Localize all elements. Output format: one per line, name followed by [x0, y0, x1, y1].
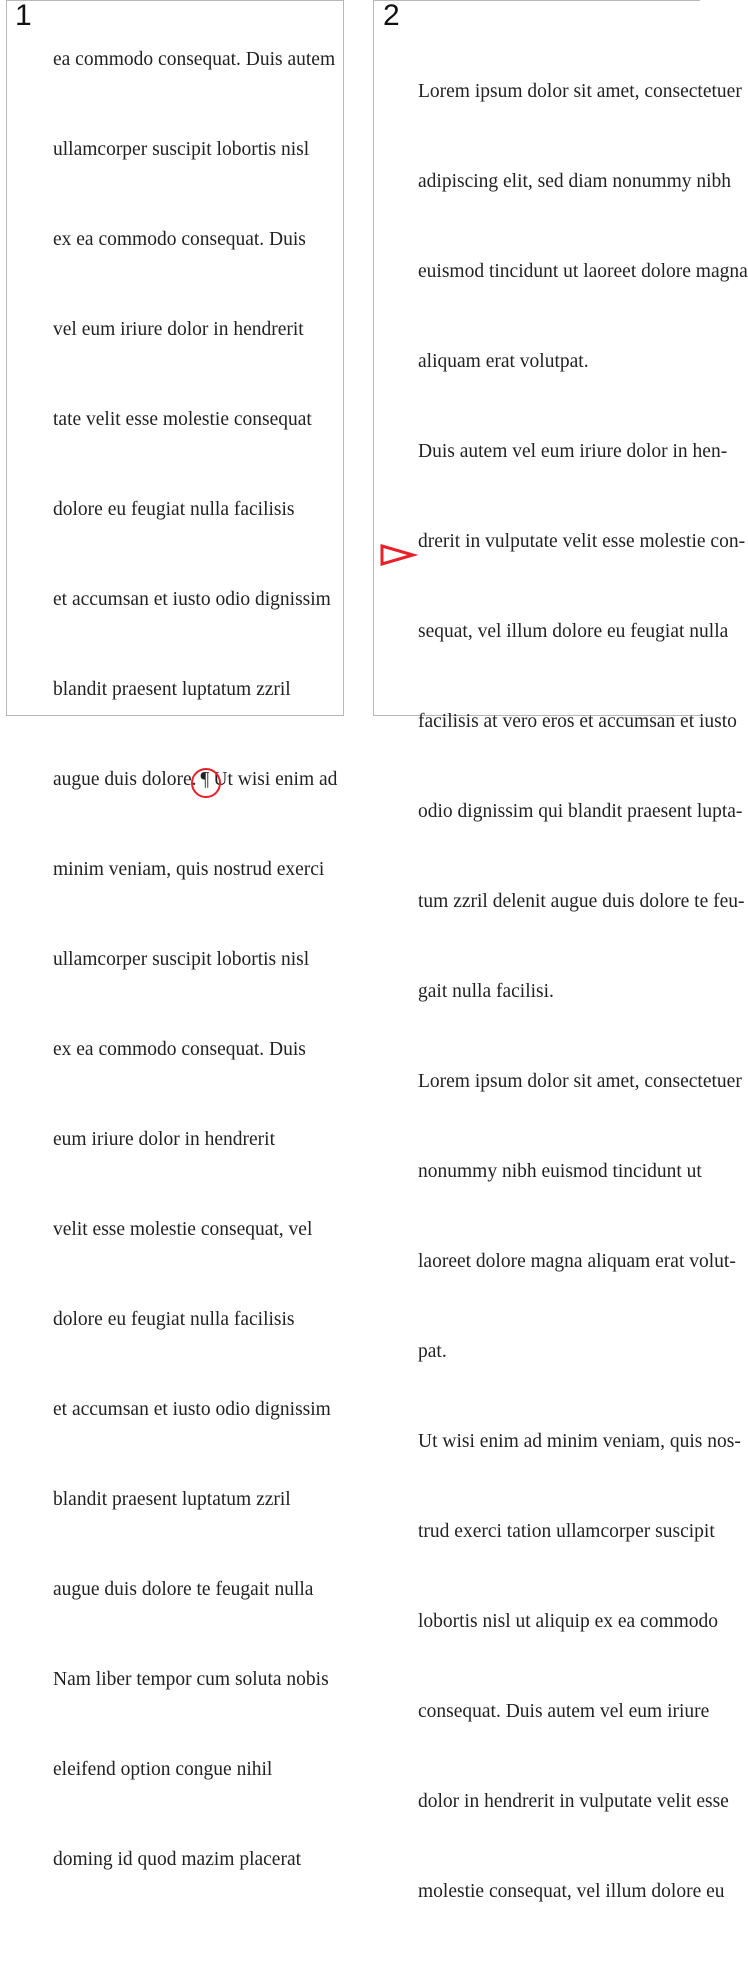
panel-number-2: 2	[383, 0, 400, 32]
text-line: laoreet dolore magna aliquam erat volut-	[418, 1251, 736, 1272]
text-line: consequat. Duis autem vel eum iriure	[418, 1701, 710, 1722]
text-line: et accumsan et iusto odio dignissim	[53, 1399, 331, 1420]
text-line: euismod tincidunt ut laoreet dolore magna	[418, 261, 748, 282]
text-line: molestie consequat, vel illum dolore eu	[418, 1881, 725, 1902]
text-line: adipiscing elit, sed diam nonummy nibh	[418, 171, 732, 192]
text-line: ea commodo consequat. Duis autem	[53, 49, 336, 70]
text-line: odio dignissim qui blandit praesent lupta-	[418, 801, 743, 822]
text-line: augue duis dolore te feugait nulla	[53, 1579, 314, 1600]
pilcrow-mark	[197, 765, 214, 795]
text-column-1	[53, 0, 337, 1935]
text-line: nonummy nibh euismod tincidunt ut	[418, 1161, 702, 1182]
text-line: sequat, vel illum dolore eu feugiat nulla	[418, 621, 729, 642]
text-line: ullamcorper suscipit lobortis nisl	[53, 139, 310, 160]
text-line: ullamcorper suscipit lobortis nisl	[53, 949, 310, 970]
text-line: eleifend option congue nihil	[53, 1759, 273, 1780]
text-line: velit esse molestie consequat, vel	[53, 1219, 313, 1240]
text-line: tate velit esse molestie consequat	[53, 409, 312, 430]
text-line: trud exerci tation ullamcorper suscipit	[418, 1521, 715, 1542]
text-line: facilisis at vero eros et accumsan et iusto	[418, 711, 737, 732]
text-line: ex ea commodo consequat. Duis	[53, 1039, 306, 1060]
page-panel-2	[373, 0, 748, 1902]
text-line: blandit praesent luptatum zzril	[53, 1489, 291, 1510]
text-line: Duis autem vel eum iriure dolor in hen-	[418, 441, 728, 462]
text-line: et accumsan et iusto odio dignissim	[53, 589, 331, 610]
text-line: doming id quod mazim placerat	[53, 1849, 302, 1870]
text-line: minim veniam, quis nostrud exerci	[53, 859, 325, 880]
text-line: ex ea commodo consequat. Duis	[53, 229, 306, 250]
text-column-2	[418, 17, 748, 1967]
text-line: drerit in vulputate velit esse molestie con-	[418, 531, 746, 552]
text-line: aliquam erat volutpat.	[418, 351, 589, 372]
text-line: Nam liber tempor cum soluta nobis	[53, 1669, 329, 1690]
text-line: dolore eu feugiat nulla facilisis	[53, 1309, 295, 1330]
text-line: dolor in hendrerit in vulputate velit esse	[418, 1791, 729, 1812]
panel-number-1: 1	[15, 0, 32, 32]
text-line: lobortis nisl ut aliquip ex ea commodo	[418, 1611, 719, 1632]
text-line: tum zzril delenit augue duis dolore te feu-	[418, 891, 745, 912]
text-line: vel eum iriure dolor in hendrerit	[53, 319, 304, 340]
red-circle-highlight-icon	[191, 768, 221, 798]
text-line: Lorem ipsum dolor sit amet, consectetuer	[418, 81, 742, 102]
text-line: eum iriure dolor in hendrerit	[53, 1129, 276, 1150]
red-triangle-marker-icon	[380, 544, 416, 566]
pilcrow-icon: ¶	[200, 769, 210, 790]
text-line: gait nulla facilisi.	[418, 981, 554, 1002]
text-line: Ut wisi enim ad minim veniam, quis nos-	[418, 1431, 741, 1452]
text-line: Lorem ipsum dolor sit amet, consectetuer	[418, 1071, 742, 1092]
text-line-end: Ut wisi enim ad	[213, 769, 338, 790]
text-line-start: augue duis dolore.	[53, 769, 197, 790]
text-line: pat.	[418, 1341, 447, 1362]
text-line: blandit praesent luptatum zzril	[53, 679, 291, 700]
text-line: dolore eu feugiat nulla facilisis	[53, 499, 295, 520]
text-line-with-pilcrow	[53, 765, 337, 795]
page-panel-1	[6, 0, 344, 1870]
